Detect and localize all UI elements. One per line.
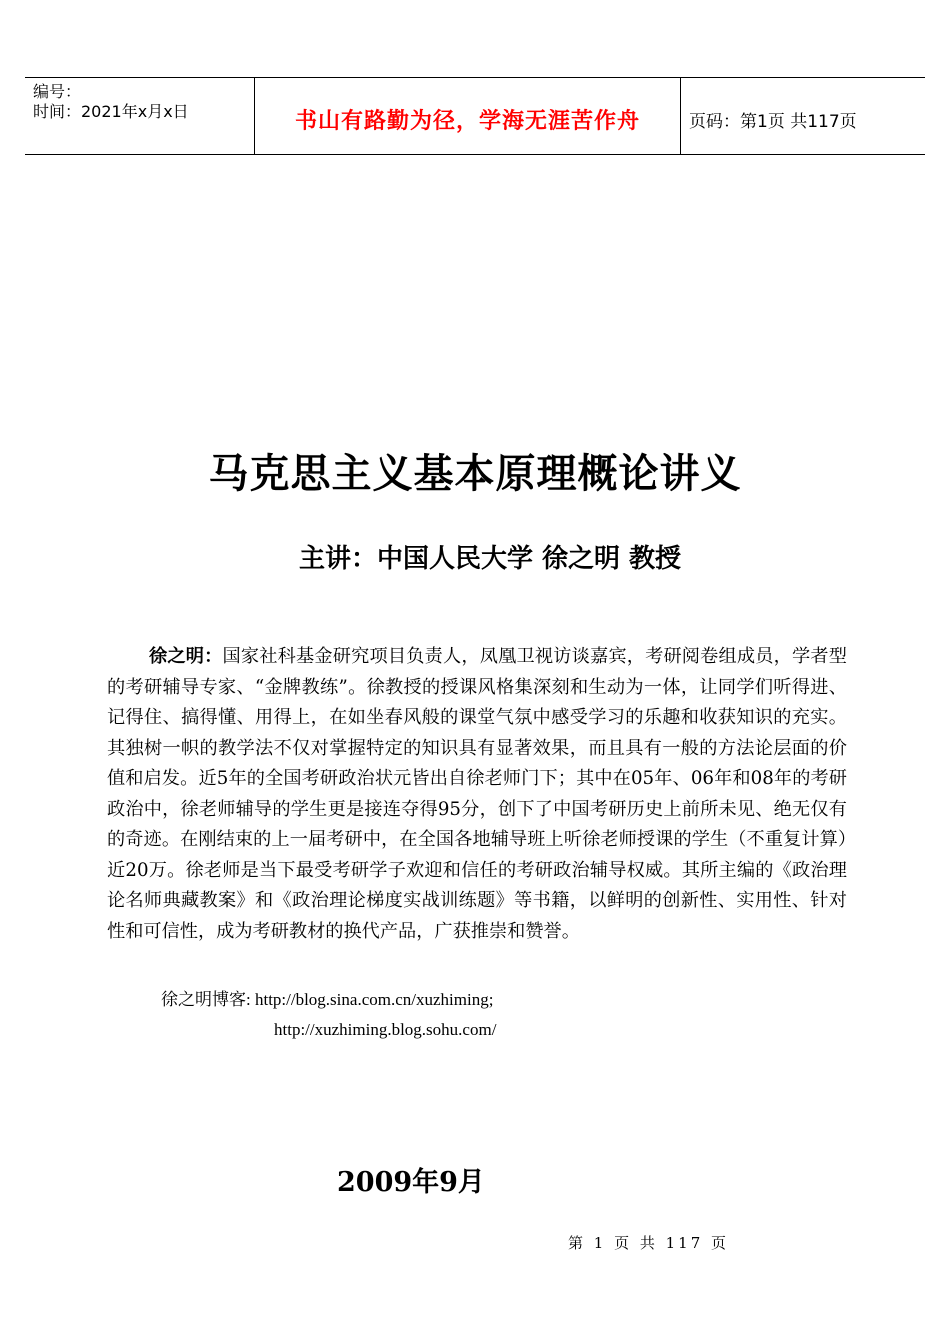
bio-name: 徐之明： <box>149 646 223 667</box>
bio-text: 国家社科基金研究项目负责人，凤凰卫视访谈嘉宾，考研阅卷组成员，学者型的考研辅导专家、“金牌教练”。徐教授的授课风格集深刻和生动为一体，让同学们听得进、记得住、搞得懂、用得上，在如坐春风般的课堂气氛中感受学习的乐趣和收获知识的充实。其独树一帜的教学法不仅对掌握特定的知识具有显著效果，而且具有一般的方法论层面的价值和启发。近5年的全国考研政治状元皆出自徐老师门下；其中在05年、06年和08年的考研政治中，徐老师辅导的学生更是接连夺得95分，创下了中国考研历史上前所未见、绝无仅有的奇迹。在刚结束的上一届考研中，在全国各地辅导班上听徐老师授课的学生（不重复计算）近20万。徐老师是当下最受考研学子欢迎和信任的考研政治辅导权威。其所主编的《政治理论名师典藏教案》和《政治理论梯度实战训练题》等书籍，以鲜明的创新性、实用性、针对性和可信性，成为考研教材的换代产品，广获推崇和赞誉。 <box>107 646 847 942</box>
header-motto-cell <box>254 78 681 154</box>
lecturer-bio <box>107 642 847 947</box>
document-number-label: 编号： <box>33 82 82 101</box>
document-time-label: 时间：2021年x月x日 <box>33 102 189 121</box>
document-title: 马克思主义基本原理概论讲义 <box>208 450 742 497</box>
header-motto: 书山有路勤为径，学海无涯苦作舟 <box>294 109 640 134</box>
header-meta-cell <box>25 78 255 154</box>
header-page-info: 页码：第1页 共117页 <box>689 112 857 132</box>
document-subtitle: 主讲：中国人民大学 徐之明 教授 <box>298 544 682 574</box>
header-page-cell <box>681 78 925 154</box>
document-date: 2009年9月 <box>337 1167 485 1198</box>
blog-link-sohu[interactable]: http://xuzhiming.blog.sohu.com/ <box>274 1020 497 1039</box>
blog-link-sina[interactable]: 徐之明博客: http://blog.sina.com.cn/xuzhiming; <box>161 990 494 1009</box>
blog-links <box>161 985 496 1045</box>
page-footer: 第 1 页 共 117 页 <box>568 1234 730 1252</box>
document-header <box>25 77 925 155</box>
